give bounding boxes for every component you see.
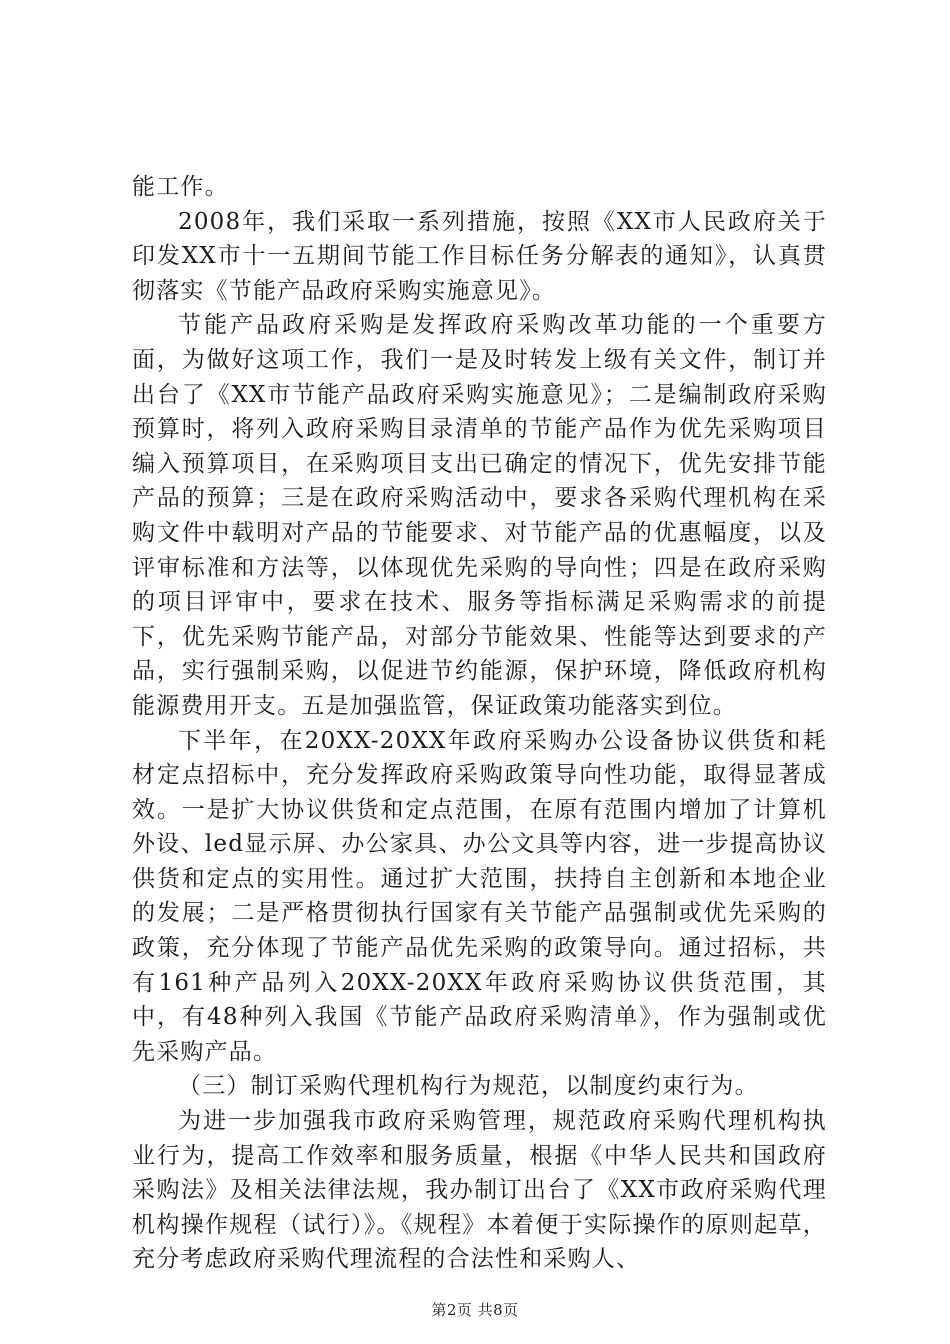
section-heading-three: （三）制订采购代理机构行为规范，以制度约束行为。 <box>178 1073 759 1100</box>
document-body <box>132 170 827 1277</box>
paragraph-energy-saving-procurement: 节能产品政府采购是发挥政府采购改革功能的一个重要方面，为做好这项工作，我们一是及时转发上级有关文件，制订并出台了《XX市节能产品政府采购实施意见》；二是编制政府采购预算时，将列入政府采购目录清单的节能产品作为优先采购项目编入预算项目，在采购项目支出已确定的情况下，优先安排节能产品的预算；三是在政府采购活动中，要求各采购代理机构在采购文件中载明对产品的节能要求、对节能产品的优惠幅度，以及评审标准和方法等，以体现优先采购的导向性；四是在政府采购的项目评审中，要求在技术、服务等指标满足采购需求的前提下，优先采购节能产品，对部分节能效果、性能等达到要求的产品，实行强制采购，以促进节约能源，保护环境，降低政府机构能源费用开支。五是加强监管，保证政策功能落实到位。 <box>132 312 827 719</box>
paragraph-continuation: 能工作。 <box>132 174 229 200</box>
paragraph-second-half-year: 下半年，在20XX-20XX年政府采购办公设备协议供货和耗材定点招标中，充分发挥政府采购政策导向性功能，取得显著成效。一是扩大协议供货和定点范围，在原有范围内增加了计算机外设、led显示屏、办公家具、办公文具等内容，进一步提高协议供货和定点的实用性。通过扩大范围，扶持自主创新和本地企业的发展；二是严格贯彻执行国家有关节能产品强制或优先采购的政策，充分体现了节能产品优先采购的政策导向。通过招标，共有161种产品列入20XX-20XX年政府采购协议供货范围，其中，有48种列入我国《节能产品政府采购清单》，作为强制或优先采购产品。 <box>132 727 827 1065</box>
paragraph-2008-measures: 2008年，我们采取一系列措施，按照《XX市人民政府关于印发XX市十一五期间节能工作目标任务分解表的通知》，认真贯彻落实《节能产品政府采购实施意见》。 <box>132 208 827 304</box>
paragraph-agency-regulations: 为进一步加强我市政府采购管理，规范政府采购代理机构执业行为，提高工作效率和服务质量，根据《中华人民共和国政府采购法》及相关法律法规，我办制订出台了《XX市政府采购代理机构操作规程（试行）》。《规程》本着便于实际操作的原则起草，充分考虑政府采购代理流程的合法性和采购人、 <box>132 1108 827 1273</box>
page-number-footer: 第2页 共8页 <box>431 1301 519 1319</box>
